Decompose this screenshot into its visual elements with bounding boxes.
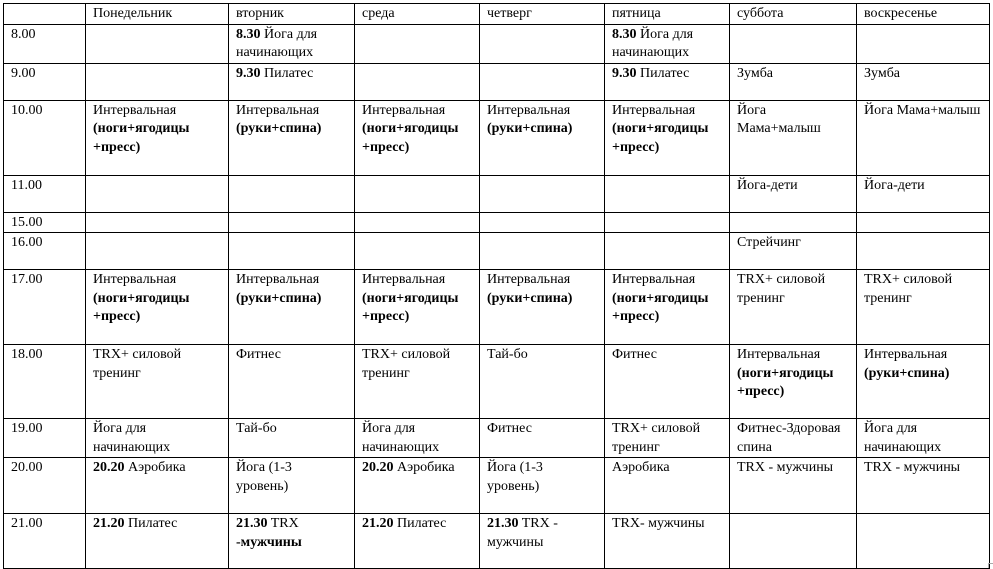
table-row (4, 270, 990, 345)
time-label: 10.00 (4, 100, 86, 175)
schedule-cell (86, 233, 229, 270)
day-header-sunday: воскресенье (857, 4, 990, 25)
schedule-cell: Фитнес (605, 345, 730, 419)
time-label: 18.00 (4, 345, 86, 419)
resize-handle-mark (988, 563, 993, 568)
schedule-cell: TRX+ силовой тренинг (605, 419, 730, 458)
schedule-cell: 21.30 TRX -мужчины (229, 514, 355, 569)
schedule-cell (86, 175, 229, 212)
schedule-cell: Йога-дети (730, 175, 857, 212)
schedule-cell (480, 24, 605, 63)
time-label: 17.00 (4, 270, 86, 345)
table-row (4, 100, 990, 175)
schedule-cell: Интервальная (руки+спина) (857, 345, 990, 419)
table-row (4, 514, 990, 569)
schedule-cell: Интервальная (ноги+ягодицы +пресс) (355, 270, 480, 345)
day-header-wednesday: среда (355, 4, 480, 25)
table-row (4, 345, 990, 419)
schedule-cell (355, 24, 480, 63)
time-label: 15.00 (4, 212, 86, 233)
schedule-cell: Фитнес-Здоровая спина (730, 419, 857, 458)
schedule-cell (480, 233, 605, 270)
schedule-cell: Фитнес (229, 345, 355, 419)
schedule-cell (480, 63, 605, 100)
table-row (4, 24, 990, 63)
schedule-cell (857, 212, 990, 233)
corner-cell (4, 4, 86, 25)
schedule-cell: Интервальная (ноги+ягодицы +пресс) (605, 100, 730, 175)
schedule-cell: 21.30 TRX - мужчины (480, 514, 605, 569)
schedule-cell: Интервальная (руки+спина) (229, 270, 355, 345)
schedule-cell: Йога для начинающих (86, 419, 229, 458)
schedule-cell (86, 24, 229, 63)
schedule-cell: Интервальная (ноги+ягодицы +пресс) (605, 270, 730, 345)
table-row (4, 175, 990, 212)
time-label: 11.00 (4, 175, 86, 212)
schedule-cell: 21.20 Пилатес (86, 514, 229, 569)
schedule-cell (229, 212, 355, 233)
schedule-cell: 9.30 Пилатес (605, 63, 730, 100)
schedule-cell (355, 175, 480, 212)
schedule-cell (730, 514, 857, 569)
schedule-cell (355, 212, 480, 233)
schedule-cell: Интервальная (ноги+ягодицы +пресс) (355, 100, 480, 175)
header-row (4, 4, 990, 25)
schedule-cell (857, 24, 990, 63)
time-label: 21.00 (4, 514, 86, 569)
schedule-table (3, 3, 990, 569)
schedule-cell (355, 63, 480, 100)
schedule-cell: TRX- мужчины (605, 514, 730, 569)
schedule-cell: Йога для начинающих (857, 419, 990, 458)
schedule-cell: Интервальная (ноги+ягодицы +пресс) (86, 100, 229, 175)
schedule-cell (730, 212, 857, 233)
schedule-cell: TRX - мужчины (730, 458, 857, 514)
table-row (4, 63, 990, 100)
schedule-cell (480, 175, 605, 212)
schedule-cell: 8.30 Йога для начинающих (229, 24, 355, 63)
schedule-cell: Йога для начинающих (355, 419, 480, 458)
schedule-cell: Йога (1-3 уровень) (480, 458, 605, 514)
day-header-friday: пятница (605, 4, 730, 25)
schedule-cell: Йога (1-3 уровень) (229, 458, 355, 514)
schedule-cell: 8.30 Йога для начинающих (605, 24, 730, 63)
schedule-cell: TRX+ силовой тренинг (857, 270, 990, 345)
schedule-cell (355, 233, 480, 270)
schedule-cell: Стрейчинг (730, 233, 857, 270)
schedule-cell: Интервальная (руки+спина) (480, 100, 605, 175)
schedule-cell (605, 175, 730, 212)
schedule-cell: 20.20 Аэробика (355, 458, 480, 514)
schedule-cell: Йога Мама+малыш (730, 100, 857, 175)
time-label: 8.00 (4, 24, 86, 63)
schedule-cell: Фитнес (480, 419, 605, 458)
day-header-thursday: четверг (480, 4, 605, 25)
table-row (4, 233, 990, 270)
schedule-cell: 20.20 Аэробика (86, 458, 229, 514)
schedule-cell: Зумба (730, 63, 857, 100)
table-row (4, 212, 990, 233)
day-header-saturday: суббота (730, 4, 857, 25)
schedule-cell: Интервальная (ноги+ягодицы +пресс) (730, 345, 857, 419)
schedule-cell: TRX+ силовой тренинг (86, 345, 229, 419)
schedule-cell (730, 24, 857, 63)
schedule-cell: Аэробика (605, 458, 730, 514)
schedule-cell (857, 514, 990, 569)
schedule-cell: Интервальная (руки+спина) (480, 270, 605, 345)
schedule-cell: Интервальная (ноги+ягодицы +пресс) (86, 270, 229, 345)
schedule-cell: Тай-бо (480, 345, 605, 419)
time-label: 16.00 (4, 233, 86, 270)
day-header-monday: Понедельник (86, 4, 229, 25)
time-label: 20.00 (4, 458, 86, 514)
time-label: 19.00 (4, 419, 86, 458)
schedule-cell (229, 175, 355, 212)
table-row (4, 419, 990, 458)
schedule-cell (480, 212, 605, 233)
schedule-cell (86, 212, 229, 233)
schedule-cell: 9.30 Пилатес (229, 63, 355, 100)
schedule-cell (86, 63, 229, 100)
schedule-cell: Интервальная (руки+спина) (229, 100, 355, 175)
schedule-cell: Тай-бо (229, 419, 355, 458)
schedule-cell: TRX+ силовой тренинг (355, 345, 480, 419)
time-label: 9.00 (4, 63, 86, 100)
schedule-cell (605, 212, 730, 233)
schedule-cell (857, 233, 990, 270)
schedule-cell: TRX - мужчины (857, 458, 990, 514)
schedule-cell (229, 233, 355, 270)
table-row (4, 458, 990, 514)
schedule-cell: 21.20 Пилатес (355, 514, 480, 569)
schedule-cell: Йога Мама+малыш (857, 100, 990, 175)
schedule-cell: Йога-дети (857, 175, 990, 212)
schedule-cell: Зумба (857, 63, 990, 100)
schedule-cell (605, 233, 730, 270)
day-header-tuesday: вторник (229, 4, 355, 25)
schedule-cell: TRX+ силовой тренинг (730, 270, 857, 345)
